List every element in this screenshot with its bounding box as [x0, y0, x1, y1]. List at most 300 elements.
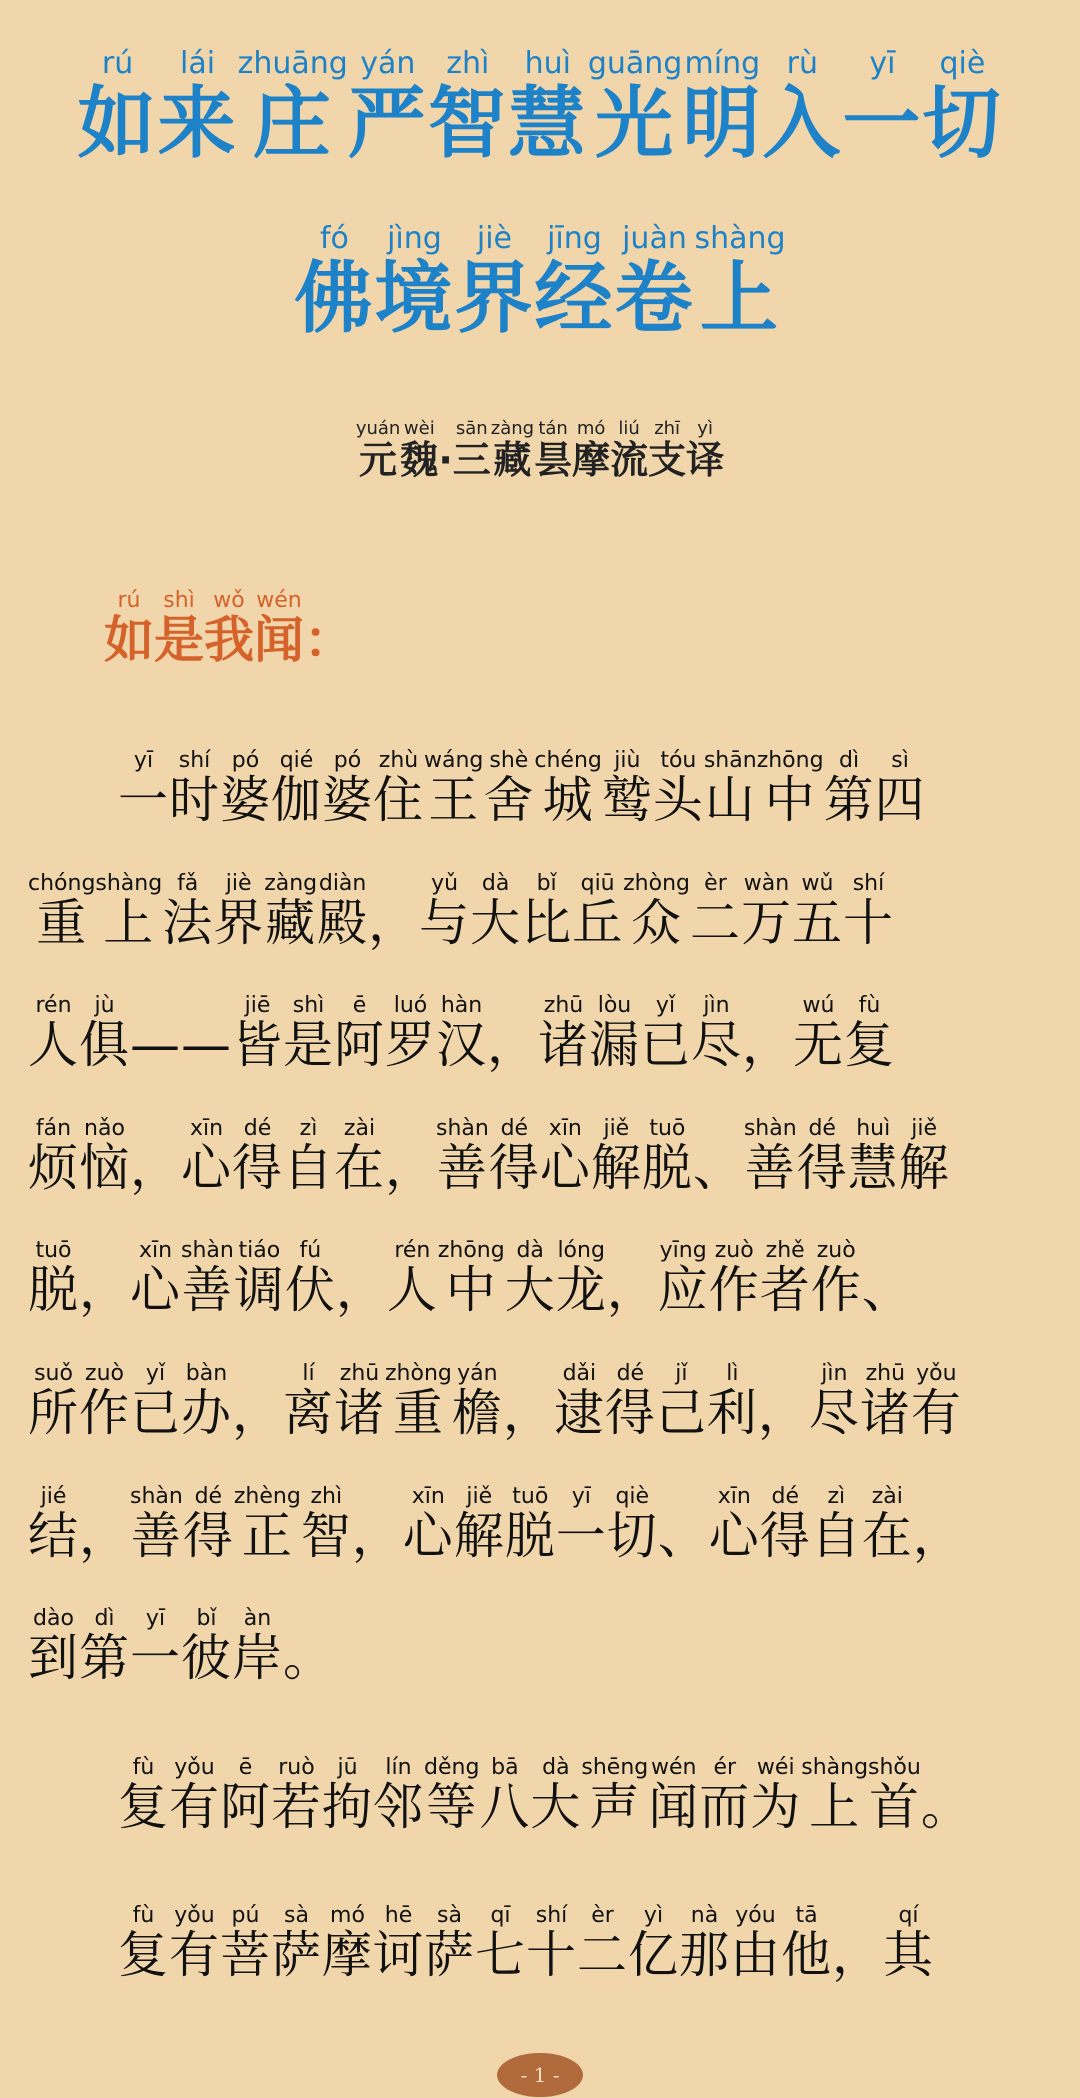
hanzi-char: ， [232, 1384, 283, 1442]
hanzi-char: 恼nǎo [79, 1116, 130, 1197]
pinyin: wú [793, 993, 844, 1018]
pinyin: yán [451, 1361, 503, 1386]
hanzi-char: 人rén [386, 1238, 438, 1319]
hanzi-char: 在zài [334, 1116, 385, 1197]
pinyin: zài [334, 1116, 385, 1141]
hanzi-char: 得dé [232, 1116, 283, 1197]
hanzi-char: 五wǔ [791, 871, 843, 952]
pinyin: tóu [652, 748, 704, 773]
text-line-10 [118, 1905, 934, 1987]
hanzi-char: 己jǐ [655, 1361, 707, 1442]
pinyin: dé [604, 1361, 656, 1386]
hanzi-char: 。 [283, 1629, 334, 1687]
translator-line [0, 420, 1080, 484]
pinyin: dào [28, 1606, 79, 1631]
pinyin: jié [28, 1484, 79, 1509]
text-line-4 [28, 1118, 950, 1200]
hanzi-char: 上shàng [694, 221, 786, 344]
hanzi-char: ， [79, 1507, 130, 1565]
pinyin: jīng [534, 221, 615, 256]
hanzi-char: 来lái [157, 46, 238, 169]
pinyin: yì [628, 1903, 679, 1928]
pinyin [368, 871, 419, 896]
pinyin: shì [283, 993, 334, 1018]
hanzi-char: ， [913, 1507, 964, 1565]
hanzi-char: 萨sà [271, 1903, 322, 1984]
hanzi-char: 十shí [526, 1903, 577, 1984]
pinyin: xīn [130, 1238, 181, 1263]
pinyin: yì [686, 418, 725, 439]
hanzi-char: 其qí [883, 1903, 934, 1984]
pinyin: shàn [743, 1116, 797, 1141]
pinyin: nǎo [79, 1116, 130, 1141]
pinyin: pó [322, 748, 373, 773]
hanzi-char: 界jiè [454, 221, 535, 344]
pinyin: zhì [427, 46, 508, 81]
hanzi-char: 如rú [104, 588, 154, 669]
hanzi-char: 七qī [475, 1903, 526, 1984]
pinyin: wèi [400, 418, 439, 439]
pinyin: dà [504, 1238, 556, 1263]
pinyin: jiě [590, 1116, 642, 1141]
hanzi-char: 藏zàng [490, 418, 535, 482]
pinyin: zàng [490, 418, 535, 439]
hanzi-char: 利lì [706, 1361, 758, 1442]
hanzi-char: 众zhòng [623, 871, 690, 952]
pinyin: wén [254, 588, 304, 613]
pinyin [487, 993, 538, 1018]
hanzi-char: 作zuò [79, 1361, 130, 1442]
hanzi-char: 正zhèng [233, 1484, 301, 1565]
text-line-2 [28, 873, 894, 955]
pinyin: zhōng [437, 1238, 505, 1263]
text-line-3 [28, 995, 895, 1077]
pinyin: pú [220, 1903, 271, 1928]
hanzi-char: 庄zhuāng [237, 46, 348, 169]
hanzi-char: 汉hàn [436, 993, 487, 1074]
hanzi-char: 境jìng [374, 221, 455, 344]
pinyin: qiè [606, 1484, 658, 1509]
pinyin: qié [271, 748, 322, 773]
hanzi-char: 结jié [28, 1484, 79, 1565]
hanzi-char: 丘qiū [572, 871, 624, 952]
pinyin: lín [373, 1755, 424, 1780]
pinyin: fó [294, 221, 375, 256]
hanzi-char: · [438, 438, 452, 482]
pinyin: yǒu [169, 1755, 220, 1780]
hanzi-char: ， [352, 1507, 403, 1565]
hanzi-char: ， [368, 894, 419, 952]
hanzi-char: 魏wèi [400, 418, 439, 482]
hanzi-char: 大dà [504, 1238, 556, 1319]
hanzi-char: 离lí [283, 1361, 334, 1442]
pinyin: sì [874, 748, 926, 773]
hanzi-char: 切qiè [606, 1484, 658, 1565]
hanzi-char: 大dà [530, 1755, 582, 1836]
pinyin [921, 1755, 972, 1780]
hanzi-char: 彼bǐ [181, 1606, 232, 1687]
hanzi-char: 流liú [610, 418, 649, 482]
hanzi-char: 有yǒu [169, 1755, 220, 1836]
pinyin: dà [530, 1755, 582, 1780]
pinyin: qī [475, 1903, 526, 1928]
pinyin: yuán [355, 418, 401, 439]
hanzi-char: 心xīn [130, 1238, 181, 1319]
pinyin: zuò [810, 1238, 862, 1263]
pinyin: yī [118, 748, 169, 773]
text-line-8 [28, 1608, 334, 1690]
text-line-5 [28, 1240, 913, 1322]
pinyin: shǒu [868, 1755, 921, 1780]
pinyin: ér [699, 1755, 751, 1780]
pinyin: xīn [402, 1484, 454, 1509]
hanzi-char: 头tóu [652, 748, 704, 829]
hanzi-char: 住zhù [373, 748, 424, 829]
pinyin: wǔ [791, 871, 843, 896]
pinyin: xīn [539, 1116, 591, 1141]
hanzi-char: 佛fó [294, 221, 375, 344]
hanzi-char: 如rú [77, 46, 158, 169]
pinyin: zhèng [233, 1484, 301, 1509]
pinyin: jiù [601, 748, 653, 773]
hanzi-char: 檐yán [451, 1361, 503, 1442]
hanzi-char: 心xīn [181, 1116, 232, 1197]
pinyin: yán [347, 46, 428, 81]
pinyin [304, 588, 354, 613]
pinyin: shēng [581, 1755, 649, 1780]
hanzi-char: 尽jìn [808, 1361, 860, 1442]
pinyin: chéng [534, 748, 602, 773]
pinyin: dì [79, 1606, 130, 1631]
hanzi-char: 得dé [759, 1484, 811, 1565]
hanzi-char: 智zhì [427, 46, 508, 169]
hanzi-char: 元yuán [355, 418, 401, 482]
pinyin: zàng [264, 871, 318, 896]
hanzi-char: ， [607, 1261, 658, 1319]
pinyin: shàn [436, 1116, 489, 1141]
pinyin: zhōng [756, 748, 824, 773]
hanzi-char: 卷juàn [614, 221, 695, 344]
pinyin: èr [577, 1903, 628, 1928]
hanzi-char: 诃hē [373, 1903, 424, 1984]
hanzi-char: 办bàn [181, 1361, 232, 1442]
hanzi-char: 解jiě [590, 1116, 642, 1197]
pinyin: míng [682, 46, 763, 81]
hanzi-char: 得dé [796, 1116, 848, 1197]
pinyin: yī [555, 1484, 607, 1509]
hanzi-char: 罗luó [385, 993, 436, 1074]
pinyin: tuō [28, 1238, 79, 1263]
hanzi-char: 已yǐ [640, 993, 691, 1074]
hanzi-char: 译yì [686, 418, 725, 482]
hanzi-char: 十shí [842, 871, 894, 952]
pinyin: fù [844, 993, 895, 1018]
hanzi-char: ， [79, 1261, 130, 1319]
hanzi-char: 复fù [118, 1903, 169, 1984]
hanzi-char: 阿ē [334, 993, 385, 1074]
hanzi-char: 有yǒu [169, 1903, 220, 1984]
pinyin: zhī [648, 418, 687, 439]
hanzi-char: 等děng [424, 1755, 480, 1836]
hanzi-char: 逮dǎi [553, 1361, 605, 1442]
hanzi-char: 中zhōng [437, 1238, 505, 1319]
pinyin: yǒu [910, 1361, 962, 1386]
pinyin [658, 1484, 709, 1509]
hanzi-char: 得dé [488, 1116, 540, 1197]
pinyin: huì [507, 46, 588, 81]
hanzi-char: 心xīn [539, 1116, 591, 1197]
hanzi-char: 是shì [154, 588, 204, 669]
pinyin: jìng [374, 221, 455, 256]
pinyin: tuō [504, 1484, 556, 1509]
hanzi-char: 作zuò [810, 1238, 862, 1319]
pinyin: dǎi [553, 1361, 605, 1386]
hanzi-char: 。 [921, 1778, 972, 1836]
hanzi-char: 善shàn [436, 1116, 489, 1197]
hanzi-char: 阿ē [220, 1755, 271, 1836]
hanzi-char: 漏lòu [589, 993, 640, 1074]
pinyin: nà [679, 1903, 730, 1928]
hanzi-char: 二èr [689, 871, 741, 952]
pinyin: jiè [213, 871, 265, 896]
pinyin [130, 1116, 181, 1141]
pinyin [283, 1606, 334, 1631]
hanzi-char: 闻wén [648, 1755, 700, 1836]
pinyin: jiè [454, 221, 535, 256]
hanzi-char: 明míng [682, 46, 763, 169]
hanzi-char: 大dà [470, 871, 522, 952]
hanzi-char: 一yī [555, 1484, 607, 1565]
pinyin: zhū [859, 1361, 911, 1386]
pinyin [130, 993, 232, 1018]
pinyin: rén [386, 1238, 438, 1263]
text-line-7 [28, 1486, 964, 1568]
hanzi-char: 藏zàng [264, 871, 318, 952]
pinyin: zài [861, 1484, 913, 1509]
hanzi-char: 慧huì [847, 1116, 899, 1197]
pinyin: fán [28, 1116, 79, 1141]
pinyin: zhū [538, 993, 589, 1018]
hanzi-char: 调tiáo [233, 1238, 285, 1319]
pinyin: yóu [730, 1903, 781, 1928]
hanzi-char: 脱tuō [504, 1484, 556, 1565]
pinyin: yǒu [169, 1903, 220, 1928]
hanzi-char: 万wàn [740, 871, 792, 952]
pinyin [758, 1361, 809, 1386]
hanzi-char: 舍shè [483, 748, 535, 829]
pinyin: àn [232, 1606, 283, 1631]
pinyin: bǐ [521, 871, 573, 896]
pinyin: bǐ [181, 1606, 232, 1631]
hanzi-char: 已yǐ [130, 1361, 181, 1442]
pinyin: mó [572, 418, 611, 439]
hanzi-char: 光guāng [587, 46, 683, 169]
pinyin: pó [220, 748, 271, 773]
pinyin: dé [232, 1116, 283, 1141]
pinyin: yī [842, 46, 923, 81]
hanzi-char: 在zài [861, 1484, 913, 1565]
hanzi-char: 与yǔ [419, 871, 471, 952]
hanzi-char: 是shì [283, 993, 334, 1074]
hanzi-char: 而ér [699, 1755, 751, 1836]
pinyin: hàn [436, 993, 487, 1018]
pinyin: zì [283, 1116, 334, 1141]
hanzi-char: 殿diàn [317, 871, 369, 952]
hanzi-char: ， [336, 1261, 387, 1319]
pinyin: jù [79, 993, 130, 1018]
pinyin: lái [157, 46, 238, 81]
pinyin: shí [169, 748, 220, 773]
page-number-badge [497, 2053, 583, 2097]
pinyin: shàng [95, 871, 163, 896]
hanzi-char: 四sì [874, 748, 926, 829]
hanzi-char: 作zuò [708, 1238, 760, 1319]
hanzi-char: 脱tuō [28, 1238, 79, 1319]
pinyin: huì [847, 1116, 899, 1141]
pinyin [862, 1238, 913, 1263]
pinyin [336, 1238, 387, 1263]
pinyin: qí [883, 1903, 934, 1928]
hanzi-char: 应yīng [657, 1238, 709, 1319]
pinyin: rú [104, 588, 154, 613]
text-line-9 [118, 1757, 972, 1839]
pinyin [232, 1361, 283, 1386]
hanzi-char: 若ruò [271, 1755, 322, 1836]
hanzi-char: 智zhì [300, 1484, 352, 1565]
hanzi-char: 一yī [118, 748, 169, 829]
pinyin: yī [130, 1606, 181, 1631]
hanzi-char: 慧huì [507, 46, 588, 169]
pinyin: sān [452, 418, 491, 439]
pinyin: jiě [453, 1484, 505, 1509]
pinyin: rén [28, 993, 79, 1018]
hanzi-char: 摩mó [322, 1903, 373, 1984]
opening-phrase [104, 590, 354, 672]
hanzi-char: ， [487, 1016, 538, 1074]
hanzi-char: 婆pó [322, 748, 373, 829]
hanzi-char: 一yī [130, 1606, 181, 1687]
hanzi-char: 城chéng [534, 748, 602, 829]
hanzi-char: 上shàng [801, 1755, 869, 1836]
pinyin: tiáo [233, 1238, 285, 1263]
hanzi-char: 重chóng [28, 871, 96, 952]
pinyin: hē [373, 1903, 424, 1928]
pinyin: qiè [922, 46, 1003, 81]
pinyin: jìn [691, 993, 742, 1018]
hanzi-char: 善shàn [181, 1238, 234, 1319]
pinyin: sà [271, 1903, 322, 1928]
hanzi-char: 昙tán [534, 418, 573, 482]
hanzi-char: 八bā [479, 1755, 531, 1836]
hanzi-char: 俱jù [79, 993, 130, 1074]
hanzi-char: 无wú [793, 993, 844, 1074]
pinyin: qiū [572, 871, 624, 896]
pinyin: rù [762, 46, 843, 81]
hanzi-char: ， [385, 1139, 436, 1197]
pinyin: rú [77, 46, 158, 81]
pinyin: shān [703, 748, 757, 773]
hanzi-char: 时shí [169, 748, 220, 829]
hanzi-char: ， [758, 1384, 809, 1442]
hanzi-char: ， [503, 1384, 554, 1442]
pinyin: dà [470, 871, 522, 896]
pinyin: fú [284, 1238, 336, 1263]
pinyin: juàn [614, 221, 695, 256]
pinyin: ē [220, 1755, 271, 1780]
pinyin: dé [759, 1484, 811, 1509]
hanzi-char: 善shàn [743, 1116, 797, 1197]
pinyin: dì [823, 748, 875, 773]
pinyin: suǒ [28, 1361, 79, 1386]
hanzi-char: 所suǒ [28, 1361, 79, 1442]
pinyin: zuò [708, 1238, 760, 1263]
hanzi-char: 复fù [118, 1755, 169, 1836]
hanzi-char: —— [130, 1016, 232, 1074]
hanzi-char: 为wéi [750, 1755, 802, 1836]
hanzi-char: 诸zhū [538, 993, 589, 1074]
hanzi-char: 经jīng [534, 221, 615, 344]
hanzi-char: 三sān [452, 418, 491, 482]
pinyin [385, 1116, 436, 1141]
pinyin: zuò [79, 1361, 130, 1386]
pinyin: mó [322, 1903, 373, 1928]
pinyin [79, 1484, 130, 1509]
hanzi-char: 善shàn [130, 1484, 183, 1565]
pinyin: fù [118, 1755, 169, 1780]
pinyin: wéi [750, 1755, 802, 1780]
pinyin [832, 1903, 883, 1928]
pinyin: fǎ [162, 871, 214, 896]
pinyin: liú [610, 418, 649, 439]
hanzi-char: 亿yì [628, 1903, 679, 1984]
hanzi-char: 上shàng [95, 871, 163, 952]
hanzi-char: 由yóu [730, 1903, 781, 1984]
hanzi-char: 法fǎ [162, 871, 214, 952]
hanzi-char: 切qiè [922, 46, 1003, 169]
hanzi-char: 婆pó [220, 748, 271, 829]
title-line-2 [0, 221, 1080, 348]
hanzi-char: ， [742, 1016, 793, 1074]
pinyin: jǐ [655, 1361, 707, 1386]
pinyin: wǒ [204, 588, 254, 613]
pinyin: lí [283, 1361, 334, 1386]
hanzi-char: 自zì [810, 1484, 862, 1565]
pinyin: tán [534, 418, 573, 439]
pinyin: shí [842, 871, 894, 896]
hanzi-char: 、 [693, 1139, 744, 1197]
text-line-6 [28, 1363, 962, 1445]
hanzi-char: 声shēng [581, 1755, 649, 1836]
pinyin: shì [154, 588, 204, 613]
hanzi-char: 诸zhū [334, 1361, 385, 1442]
hanzi-char: 诸zhū [859, 1361, 911, 1442]
pinyin: zhū [334, 1361, 385, 1386]
pinyin [438, 418, 452, 439]
hanzi-char: 复fù [844, 993, 895, 1074]
hanzi-char: 鹫jiù [601, 748, 653, 829]
pinyin: dé [796, 1116, 848, 1141]
pinyin [693, 1116, 744, 1141]
pinyin [607, 1238, 658, 1263]
hanzi-char: 严yán [347, 46, 428, 169]
hanzi-char: 入rù [762, 46, 843, 169]
hanzi-char: 二èr [577, 1903, 628, 1984]
hanzi-char: 烦fán [28, 1116, 79, 1197]
hanzi-char: 、 [862, 1261, 913, 1319]
pinyin: xīn [708, 1484, 760, 1509]
hanzi-char: 有yǒu [910, 1361, 962, 1442]
hanzi-char: 皆jiē [232, 993, 283, 1074]
